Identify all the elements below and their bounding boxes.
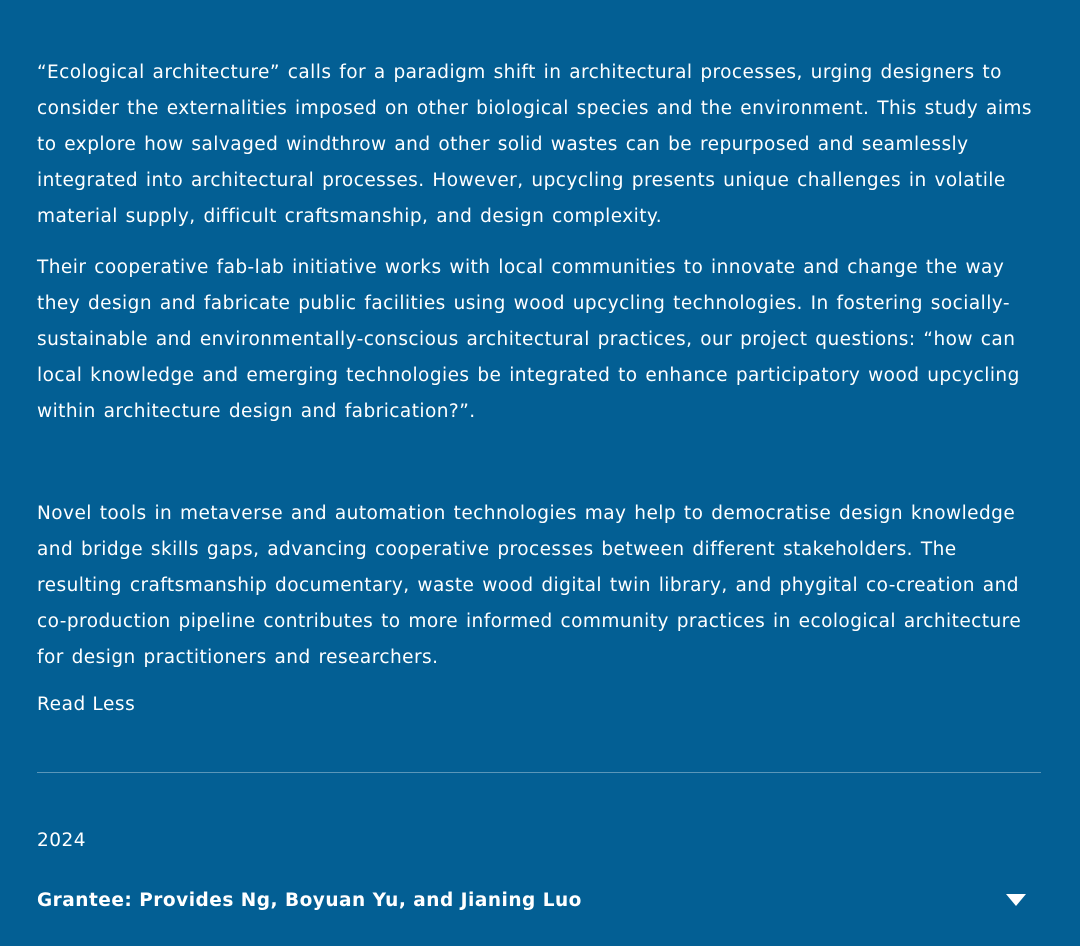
read-less-toggle[interactable]: Read Less <box>37 690 135 720</box>
project-year: 2024 <box>37 830 87 851</box>
grantee-label: Grantee: Provides Ng, Boyuan Yu, and Jianing Luo <box>37 890 582 911</box>
project-description <box>37 55 1047 720</box>
description-paragraph-3: Novel tools in metaverse and automation technologies may help to democratise design knowledge and bridge skills gaps, advancing cooperative processes between different stakeholders. The resulting craftsmanship documentary, waste wood digital twin library, and phygital co-creation and co-production pipeline contributes to more informed community practices in ecological architecture for design practitioners and researchers. <box>37 503 1022 668</box>
description-paragraph-1: “Ecological architecture” calls for a paradigm shift in architectural processes, urging designers to consider the externalities imposed on other biological species and the environment. This study aims to explore how salvaged windthrow and other solid wastes can be repurposed and seamlessly integrated into architectural processes. However, upcycling presents unique challenges in volatile material supply, difficult craftsmanship, and design complexity. <box>37 62 1032 227</box>
caret-down-icon[interactable] <box>1006 894 1026 906</box>
grantee-accordion[interactable] <box>37 885 1041 917</box>
description-paragraph-2: Their cooperative fab-lab initiative works with local communities to innovate and change the way they design and fabricate public facilities using wood upcycling technologies. In fostering socially-sustainable and environmentally-conscious architectural practices, our project questions: “how can local knowledge and emerging technologies be integrated to enhance participatory wood upcycling within architecture design and fabrication?”. <box>37 257 1020 422</box>
section-divider <box>37 772 1041 773</box>
